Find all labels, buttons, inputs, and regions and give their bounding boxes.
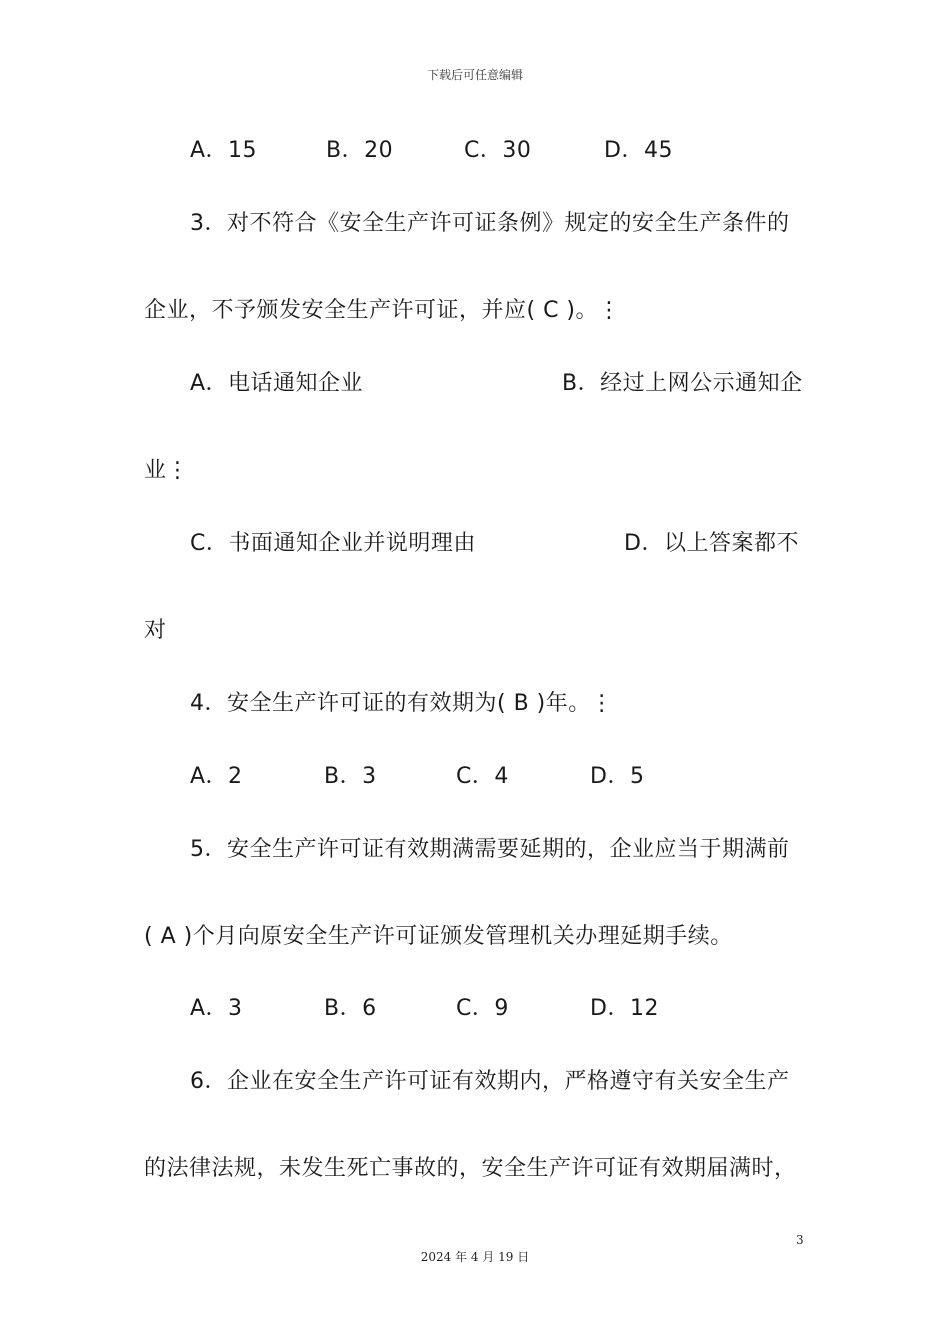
page-header: 下载后可任意编辑 xyxy=(426,68,523,82)
q2-option-c: C．30 xyxy=(464,138,532,163)
q3-option-d: D．以上答案都不 xyxy=(624,531,799,556)
page-number: 3 xyxy=(796,1233,804,1247)
q4-question-line1: 4．安全生产许可证的有效期为( B )年。⋮ xyxy=(190,691,614,716)
q4-option-c: C．4 xyxy=(456,764,509,789)
q5-question-line2: ( A )个月向原安全生产许可证颁发管理机关办理延期手续。 xyxy=(144,924,733,949)
q5-option-c: C．9 xyxy=(456,996,509,1021)
q6-question-line1: 6．企业在安全生产许可证有效期内，严格遵守有关安全生产 xyxy=(190,1069,790,1094)
q3-option-a: A．电话通知企业 xyxy=(190,371,364,396)
q4-option-b: B．3 xyxy=(324,764,377,789)
q3-question-line1: 3．对不符合《安全生产许可证条例》规定的安全生产条件的 xyxy=(190,211,790,236)
q3-option-d-continued: 对 xyxy=(144,618,167,643)
q2-options-row xyxy=(0,136,950,166)
q3-question-line2: 企业，不予颁发安全生产许可证，并应( C )。⋮ xyxy=(144,298,621,323)
q2-option-b: B．20 xyxy=(326,138,394,163)
q2-option-a: A．15 xyxy=(190,138,258,163)
q6-question-line2: 的法律法规，未发生死亡事故的，安全生产许可证有效期届满时， xyxy=(144,1156,797,1181)
q2-option-d: D．45 xyxy=(604,138,673,163)
q3-option-b: B．经过上网公示通知企 xyxy=(562,371,803,396)
page-footer-date: 2024 年 4 月 19 日 xyxy=(420,1250,530,1264)
q4-options-row xyxy=(0,762,950,792)
q5-option-b: B．6 xyxy=(324,996,377,1021)
q5-options-row xyxy=(0,994,950,1024)
q5-option-d: D．12 xyxy=(590,996,659,1021)
q5-question-line1: 5．安全生产许可证有效期满需要延期的，企业应当于期满前 xyxy=(190,837,790,862)
q4-option-a: A．2 xyxy=(190,764,243,789)
q3-option-c: C．书面通知企业并说明理由 xyxy=(190,531,476,556)
q4-option-d: D．5 xyxy=(590,764,645,789)
q5-option-a: A．3 xyxy=(190,996,243,1021)
q3-option-b-continued: 业⋮ xyxy=(144,458,190,483)
